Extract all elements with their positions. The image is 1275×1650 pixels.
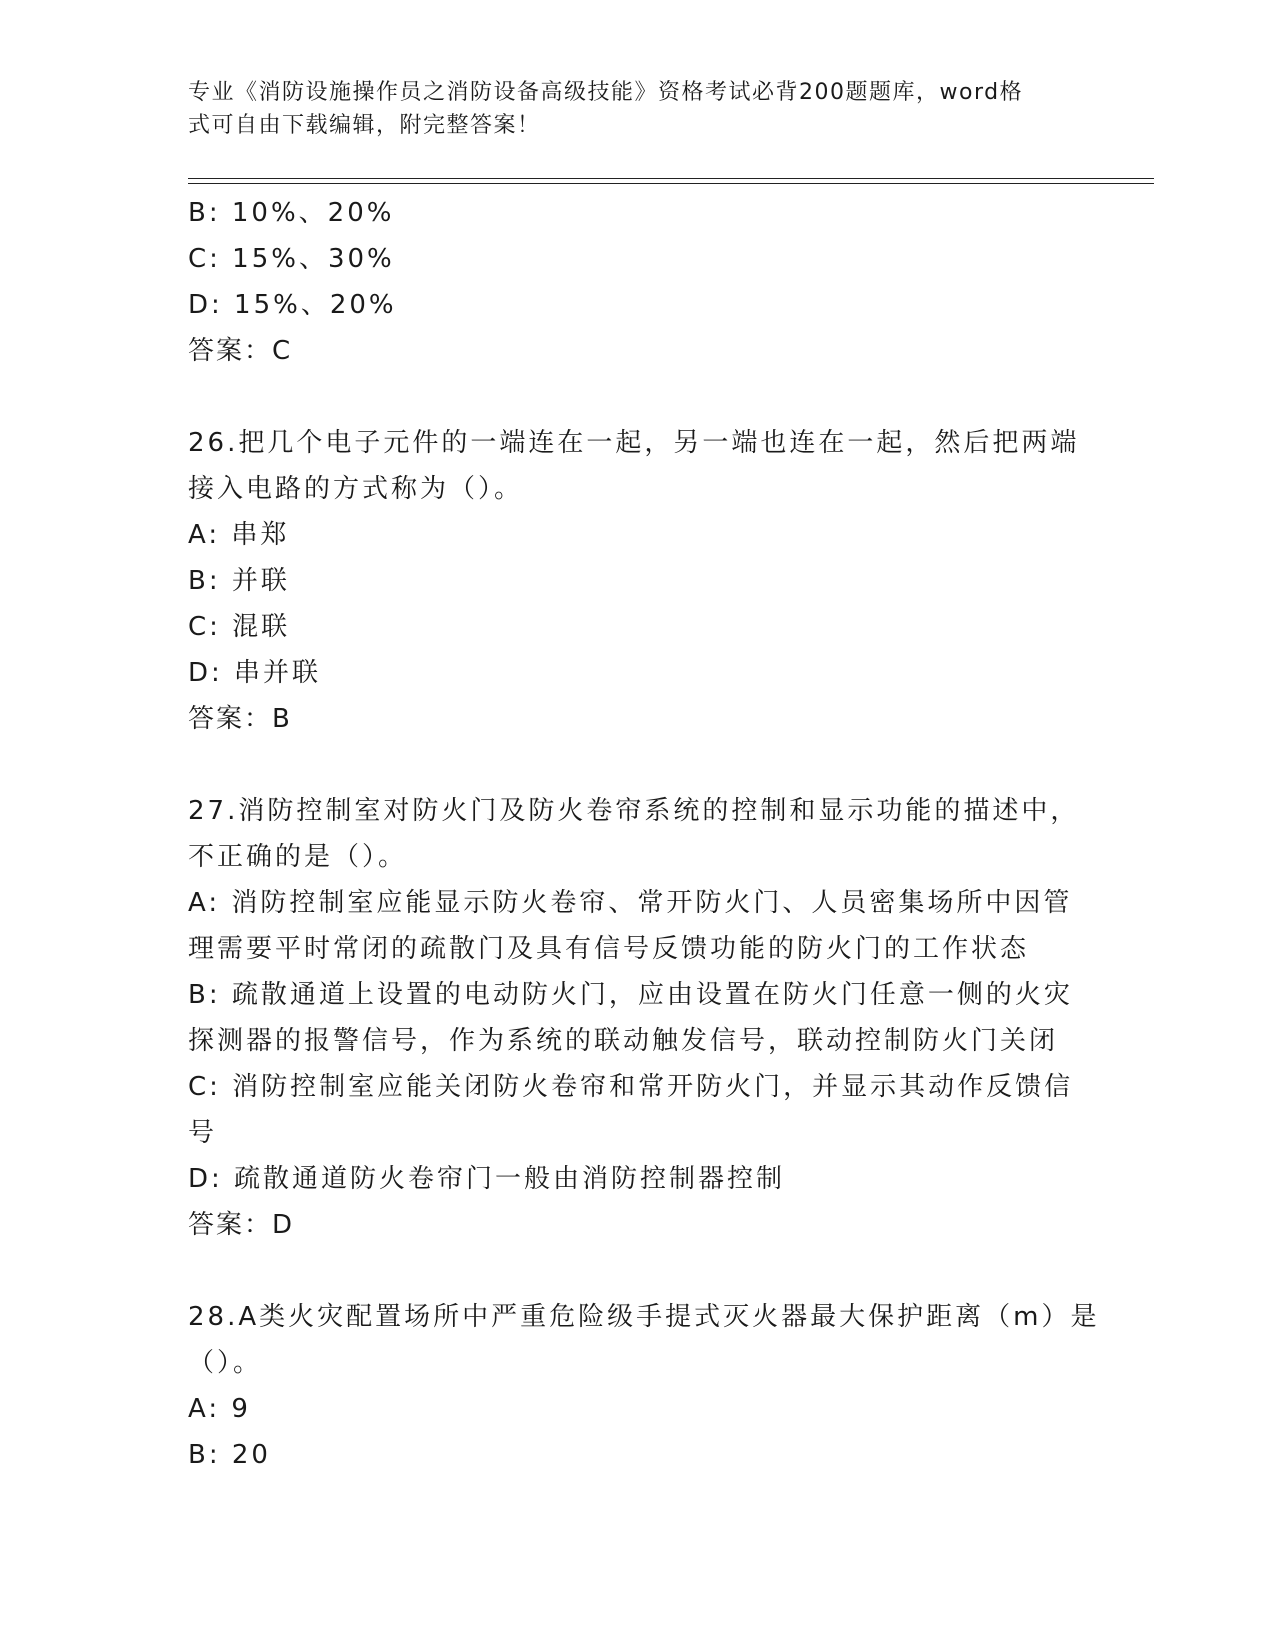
question-text: （）。: [188, 1348, 263, 1378]
question-text: 27.消防控制室对防火门及防火卷帘系统的控制和显示功能的描述中，: [188, 796, 1080, 826]
document-header: [188, 76, 1078, 142]
answer: 答案：C: [188, 336, 293, 366]
option-c: C: 15%、30%: [188, 244, 395, 274]
header-rule-bottom: [188, 183, 1154, 184]
header-line-2: 式可自由下载编辑，附完整答案！: [188, 113, 541, 138]
option-a: A: 消防控制室应能显示防火卷帘、常开防火门、人员密集场所中因管: [188, 888, 1073, 918]
option-a-cont: 理需要平时常闭的疏散门及具有信号反馈功能的防火门的工作状态: [188, 934, 1030, 964]
option-a: A: 串郑: [188, 520, 290, 550]
answer: 答案：D: [188, 1210, 295, 1240]
header-line-1: 专业《消防设施操作员之消防设备高级技能》资格考试必背200题题库，word格: [188, 80, 1024, 105]
option-b: B: 10%、20%: [188, 198, 395, 228]
option-c: C: 混联: [188, 612, 291, 642]
option-a: A: 9: [188, 1394, 251, 1424]
option-d: D: 15%、20%: [188, 290, 397, 320]
question-text: 26.把几个电子元件的一端连在一起，另一端也连在一起，然后把两端: [188, 428, 1080, 458]
question-text: 不正确的是（）。: [188, 842, 408, 872]
header-rule-top: [188, 178, 1154, 179]
question-25-tail: [188, 190, 1088, 374]
question-text: 28.A类火灾配置场所中严重危险级手提式灭火器最大保护距离（m）是: [188, 1302, 1100, 1332]
document-body: [188, 190, 1100, 1478]
question-27: [188, 788, 1088, 1248]
option-b-cont: 探测器的报警信号，作为系统的联动触发信号，联动控制防火门关闭: [188, 1026, 1059, 1056]
option-d: D: 串并联: [188, 658, 322, 688]
answer: 答案：B: [188, 704, 292, 734]
question-26: [188, 420, 1088, 742]
option-c-cont: 号: [188, 1118, 218, 1148]
question-28: [188, 1294, 1100, 1478]
option-b: B: 疏散通道上设置的电动防火门，应由设置在防火门任意一侧的火灾: [188, 980, 1073, 1010]
option-b: B: 并联: [188, 566, 290, 596]
question-text: 接入电路的方式称为（）。: [188, 474, 524, 504]
option-c: C: 消防控制室应能关闭防火卷帘和常开防火门，并显示其动作反馈信: [188, 1072, 1074, 1102]
option-b: B: 20: [188, 1440, 271, 1470]
option-d: D: 疏散通道防火卷帘门一般由消防控制器控制: [188, 1164, 786, 1194]
